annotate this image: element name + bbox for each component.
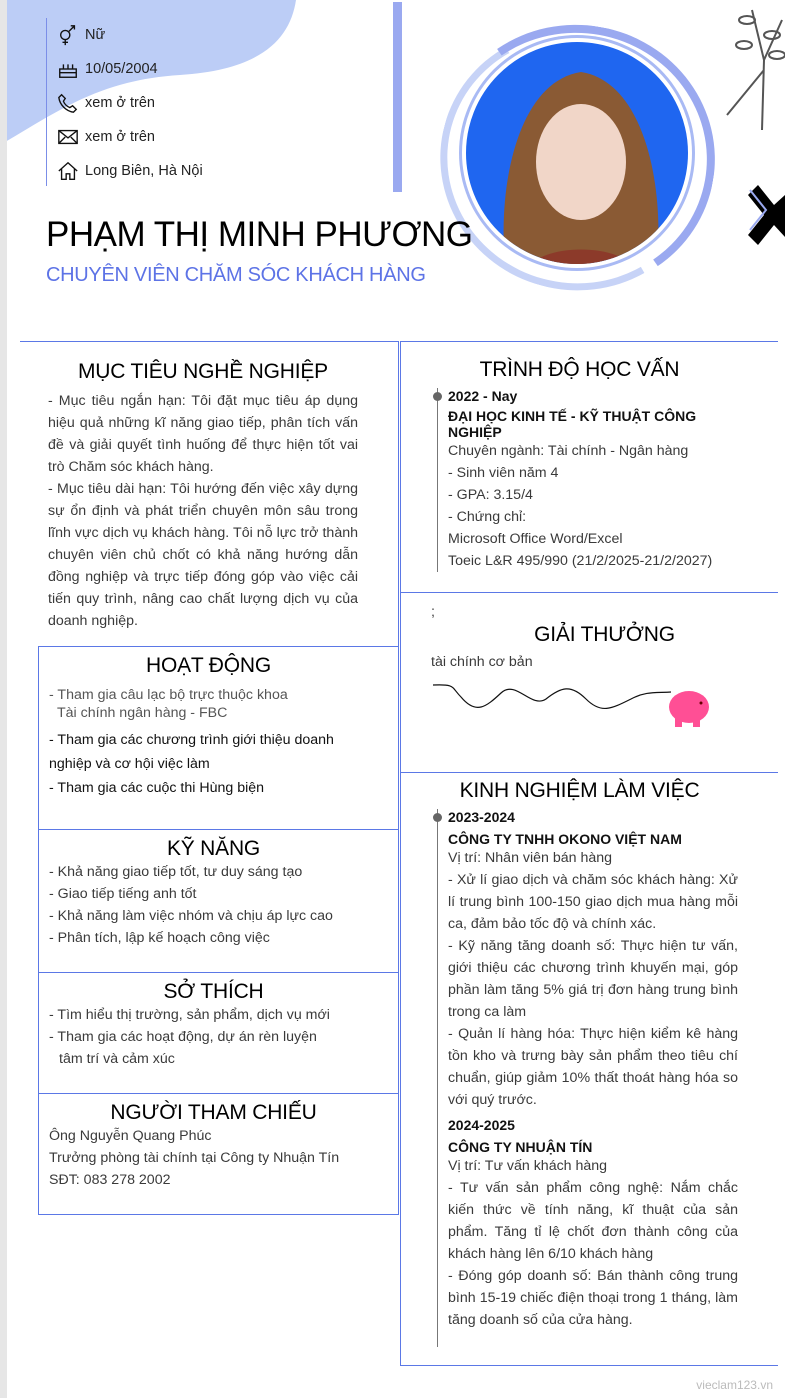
page-edge <box>0 0 7 1398</box>
education-item: - GPA: 3.15/4 <box>448 487 533 503</box>
award-item: tài chính cơ bản <box>431 654 533 670</box>
decorative-bar <box>393 2 402 192</box>
education-item: - Sinh viên năm 4 <box>448 465 559 481</box>
section-activities <box>38 646 399 830</box>
education-period: 2022 - Nay <box>448 388 518 404</box>
phone-text: xem ở trên <box>85 95 155 111</box>
education-item: - Chứng chỉ: <box>448 509 527 525</box>
contact-gender <box>57 18 203 52</box>
job-entry <box>448 1117 738 1331</box>
job-item: - Tư vấn sản phẩm công nghệ: Nắm chắc kiến thức về tính năng, kĩ thuật của sản phẩm. Tăng tỉ lệ chốt đơn thành công của khách hàng lên 6/10 khách hàng <box>448 1180 738 1262</box>
job-item: - Quản lí hàng hóa: Thực hiện kiểm kê hàng tồn kho và trưng bày sản phẩm theo tiêu chí chuẩn, giúp giảm 10% thất thoát hàng hóa so với quý trước. <box>448 1026 738 1108</box>
job-period: 2023-2024 <box>448 809 515 825</box>
section-objective <box>20 341 399 647</box>
envelope-icon <box>57 126 79 148</box>
company-name: CÔNG TY TNHH OKONO VIỆT NAM <box>448 831 682 847</box>
plant-decoration-icon <box>722 0 785 130</box>
section-title: MỤC TIÊU NGHỀ NGHIỆP <box>78 360 328 383</box>
contact-birthday <box>57 52 203 86</box>
skill-item: - Phân tích, lập kế hoạch công việc <box>49 930 270 946</box>
reference-position: Trưởng phòng tài chính tại Công ty Nhuận Tín <box>49 1150 340 1166</box>
reference-name: Ông Nguyễn Quang Phúc <box>49 1128 212 1144</box>
x-decoration-icon <box>748 175 785 257</box>
company-name: CÔNG TY NHUẬN TÍN <box>448 1139 593 1155</box>
section-skills <box>38 829 399 973</box>
section-title: SỞ THÍCH <box>163 980 264 1003</box>
section-awards <box>400 592 778 773</box>
contact-email <box>57 120 203 154</box>
section-reference <box>38 1093 399 1215</box>
section-title: HOẠT ĐỘNG <box>146 654 271 677</box>
job-entry <box>448 809 738 1111</box>
job-period: 2024-2025 <box>448 1117 515 1133</box>
education-item: Microsoft Office Word/Excel <box>448 531 623 547</box>
timeline-dot <box>433 392 442 401</box>
activity-item: - Tham gia các cuộc thi Hùng biện <box>49 780 265 796</box>
contact-address <box>57 154 203 188</box>
section-title: TRÌNH ĐỘ HỌC VẤN <box>479 358 680 381</box>
skill-item: - Giao tiếp tiếng anh tốt <box>49 886 197 902</box>
phone-icon <box>57 92 79 114</box>
cake-icon <box>57 58 79 80</box>
contact-info <box>46 18 203 186</box>
job-item: - Xử lí giao dịch và chăm sóc khách hàng: Xử lí trung bình 100-150 giao dịch mua hàng mỗi ca, đảm bảo tốc độ và chính xác. <box>448 872 738 932</box>
school-name: ĐẠI HỌC KINH TẾ - KỸ THUẬT CÔNG NGHIỆP <box>448 408 697 440</box>
candidate-name: PHẠM THỊ MINH PHƯƠNG <box>46 215 473 254</box>
watermark: vieclam123.vn <box>696 1378 773 1392</box>
section-title: NGƯỜI THAM CHIẾU <box>110 1101 317 1124</box>
hobby-item: tâm trí và cảm xúc <box>59 1051 175 1067</box>
section-education <box>400 341 778 593</box>
profile-photo <box>462 38 692 268</box>
piggy-bank-decoration-icon <box>431 679 721 729</box>
objective-long-term: - Mục tiêu dài hạn: Tôi hướng đến việc xây dựng sự ổn định và phát triển chuyên môn sâu trong lĩnh vực dịch vụ khách hàng. Tôi nỗ lực trở thành chuyên viên chủ chốt có khả năng hướng dẫn đồng nghiệp và trực tiếp đóng góp vào việc cải tiến quy trình, nâng cao chất lượng dịch vụ của doanh nghiệp. <box>48 481 358 629</box>
section-hobbies <box>38 972 399 1094</box>
activity-item: - Tham gia câu lạc bộ trực thuộc khoa <box>49 687 288 703</box>
hobby-item: - Tìm hiểu thị trường, sản phẩm, dịch vụ mới <box>49 1007 330 1023</box>
home-icon <box>57 160 79 182</box>
gender-text: Nữ <box>85 27 106 43</box>
activity-item: - Tham gia các chương trình giới thiệu doanh nghiệp và cơ hội việc làm <box>49 732 334 772</box>
job-item: Vị trí: Nhân viên bán hàng <box>448 850 613 866</box>
job-item: Vị trí: Tư vấn khách hàng <box>448 1158 608 1174</box>
timeline-dot <box>433 813 442 822</box>
candidate-position: CHUYÊN VIÊN CHĂM SÓC KHÁCH HÀNG <box>46 264 426 286</box>
gender-icon <box>57 24 79 46</box>
activity-item: Tài chính ngân hàng - FBC <box>57 705 228 721</box>
hobby-item: - Tham gia các hoạt động, dự án rèn luyện <box>49 1029 317 1045</box>
section-title: KINH NGHIỆM LÀM VIỆC <box>459 779 700 802</box>
job-item: - Đóng góp doanh số: Bán thành công trung bình 15-19 chiếc điện thoại trong 1 tháng, làm tăng doanh số của cửa hàng. <box>448 1268 738 1328</box>
birthday-text: 10/05/2004 <box>85 61 158 77</box>
job-item: - Kỹ năng tăng doanh số: Thực hiện tư vấn, giới thiệu các chương trình khuyến mại, góp phần làm tăng 5% giá trị đơn hàng trung bình trong ca làm <box>448 938 738 1020</box>
reference-phone: SĐT: 083 278 2002 <box>49 1172 171 1188</box>
address-text: Long Biên, Hà Nội <box>85 163 203 179</box>
email-text: xem ở trên <box>85 129 155 145</box>
stray-text: ; <box>431 604 435 620</box>
skill-item: - Khả năng giao tiếp tốt, tư duy sáng tạo <box>49 864 303 880</box>
section-title: GIẢI THƯỞNG <box>534 623 675 646</box>
section-title: KỸ NĂNG <box>166 837 261 860</box>
education-item: Toeic L&R 495/990 (21/2/2025-21/2/2027) <box>448 553 713 569</box>
objective-short-term: - Mục tiêu ngắn hạn: Tôi đặt mục tiêu áp dụng hiệu quả những kĩ năng giao tiếp, phân tích vấn đề và giải quyết tình huống để thực hiện tốt vai trò Chăm sóc khách hàng. <box>48 393 358 475</box>
education-item: Chuyên ngành: Tài chính - Ngân hàng <box>448 443 689 459</box>
section-experience <box>400 772 778 1366</box>
contact-phone <box>57 86 203 120</box>
skill-item: - Khả năng làm việc nhóm và chịu áp lực cao <box>49 908 333 924</box>
